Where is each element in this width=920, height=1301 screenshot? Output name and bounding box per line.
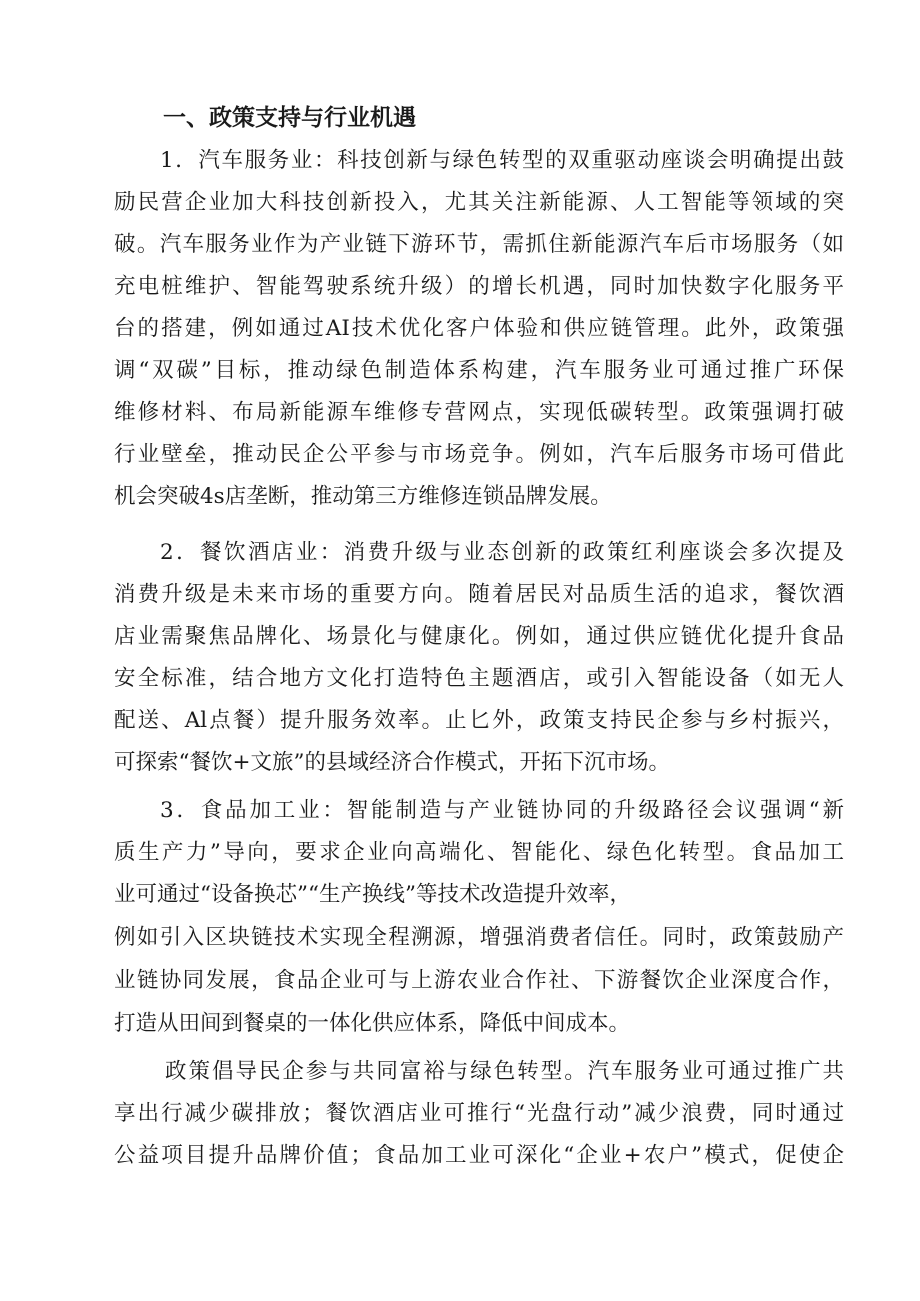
paragraph-line: 享出行减少碳排放；餐饮酒店业可推行“光盘行动”减少浪费，同时通过 (114, 1101, 844, 1126)
paragraph-line: 维修材料、布局新能源车维修专营网点，实现低碳转型。政策强调打破 (114, 400, 844, 425)
paragraph-line: 充电桩维护、智能驾驶系统升级）的增长机遇，同时加快数字化服务平 (114, 274, 844, 299)
paragraph-line: 3．食品加工业：智能制造与产业链协同的升级路径会议强调“新 (160, 798, 844, 823)
paragraph-line: 质生产力”导向，要求企业向高端化、智能化、绿色化转型。食品加工 (114, 840, 844, 865)
paragraph-line: 调“双碳”目标，推动绿色制造体系构建，汽车服务业可通过推广环保 (114, 358, 844, 383)
paragraph-line: 行业壁垒，推动民企公平参与市场竞争。例如，汽车后服务市场可借此 (114, 442, 844, 467)
paragraph-line: 政策倡导民企参与共同富裕与绿色转型。汽车服务业可通过推广共 (165, 1059, 844, 1084)
paragraph-line: 可探索“餐饮+文旅”的县域经济合作模式，开拓下沉市场。 (114, 750, 671, 775)
paragraph-line: 机会突破4s店垄断，推动第三方维修连锁品牌发展。 (114, 484, 612, 509)
section-heading: 一、政策支持与行业机遇 (163, 105, 416, 131)
paragraph-line: 励民营企业加大科技创新投入，尤其关注新能源、人工智能等领域的突 (114, 190, 844, 215)
paragraph-line: 破。汽车服务业作为产业链下游环节，需抓住新能源汽车后市场服务（如 (114, 232, 844, 257)
paragraph-line: 业链协同发展，食品企业可与上游农业合作社、下游餐饮企业深度合作， (114, 968, 844, 993)
paragraph-line: 2．餐饮酒店业：消费升级与业态创新的政策红利座谈会多次提及 (160, 540, 844, 565)
paragraph-line: 消费升级是未来市场的重要方向。随着居民对品质生活的追求，餐饮酒 (114, 582, 844, 607)
paragraph-line: 店业需聚焦品牌化、场景化与健康化。例如，通过供应链优化提升食品 (114, 624, 844, 649)
paragraph-line: 打造从田间到餐桌的一体化供应体系，降低中间成本。 (114, 1011, 631, 1036)
paragraph-line: 台的搭建，例如通过AI技术优化客户体验和供应链管理。此外，政策强 (114, 316, 844, 341)
paragraph-line: 安全标准，结合地方文化打造特色主题酒店，或引入智能设备（如无人 (114, 666, 844, 691)
paragraph-line: 配送、Al点餐）提升服务效率。止匕外，政策支持民企参与乡村振兴， (114, 708, 844, 733)
paragraph-line: 1．汽车服务业：科技创新与绿色转型的双重驱动座谈会明确提出鼓 (160, 148, 844, 173)
paragraph-line: 公益项目提升品牌价值；食品加工业可深化“企业+农户”模式，促使企 (114, 1143, 844, 1168)
paragraph-line: 业可通过“设备换芯”“生产换线”等技术改造提升效率， (114, 882, 631, 907)
paragraph-line: 例如引入区块链技术实现全程溯源，增强消费者信任。同时，政策鼓励产 (114, 925, 844, 950)
